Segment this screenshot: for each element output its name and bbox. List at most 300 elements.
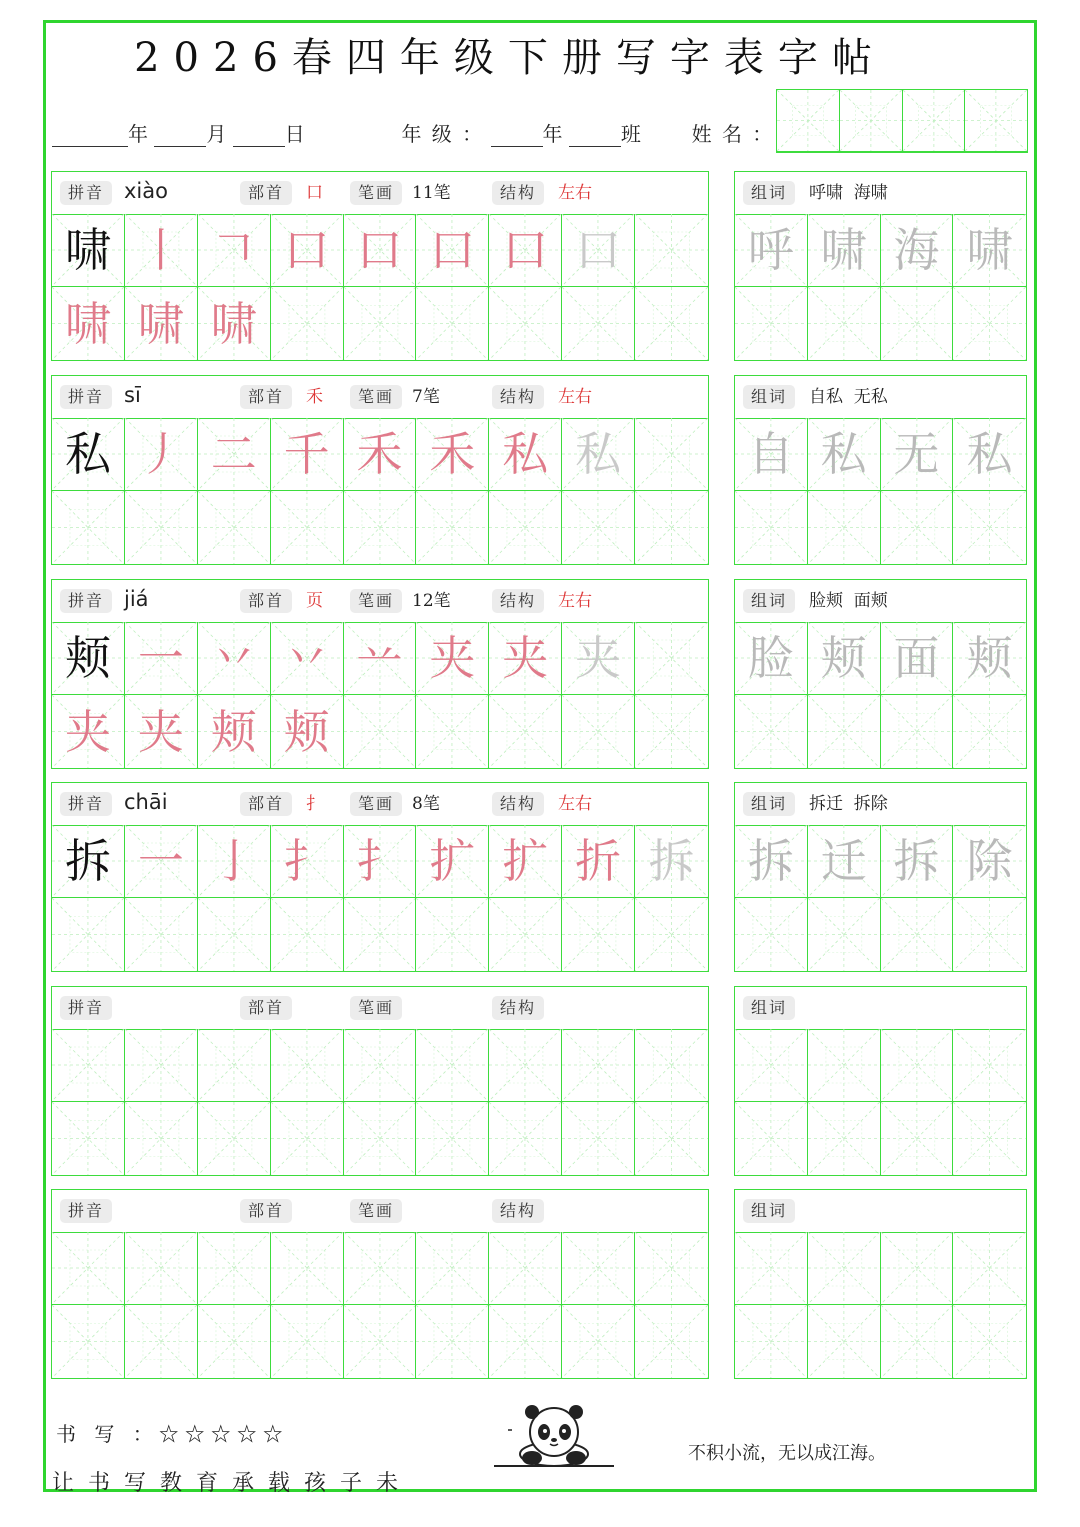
writing-cell[interactable]	[416, 1029, 489, 1102]
word-trace-character: 拆	[747, 834, 794, 888]
word-writing-cell[interactable]	[953, 491, 1026, 564]
cell-guide-lines	[271, 1102, 343, 1175]
character-info-bar	[52, 1190, 708, 1233]
writing-cell[interactable]	[344, 287, 417, 360]
writing-cell[interactable]	[344, 622, 417, 695]
cell-guide-lines	[489, 898, 561, 971]
writing-cell[interactable]	[416, 1305, 489, 1378]
word-writing-cell[interactable]	[808, 695, 881, 768]
stroke-order-step: 𠃍	[210, 223, 257, 277]
words-tag: 组词	[743, 181, 795, 205]
word-writing-cell[interactable]	[808, 1029, 881, 1102]
date-line	[52, 118, 774, 147]
word-grid	[735, 418, 1026, 564]
writing-cell[interactable]	[125, 695, 198, 768]
cell-guide-lines	[953, 1029, 1026, 1101]
writing-cell[interactable]	[52, 214, 125, 287]
writing-cell[interactable]	[635, 287, 708, 360]
strokes-tag: 笔画	[350, 589, 402, 613]
writing-cell[interactable]	[416, 1102, 489, 1175]
strokes-tag: 笔画	[350, 1199, 402, 1223]
cell-guide-lines	[344, 1029, 416, 1101]
cell-guide-lines	[198, 1029, 270, 1101]
writing-cell[interactable]	[125, 491, 198, 564]
stroke-order-step: 丷	[283, 631, 330, 685]
words-tag: 组词	[743, 1199, 795, 1223]
word-trace-character: 颊	[820, 631, 867, 685]
name-cell[interactable]	[777, 90, 840, 152]
word-writing-cell[interactable]	[953, 622, 1026, 695]
writing-cell[interactable]	[125, 1029, 198, 1102]
writing-cell[interactable]	[344, 1305, 417, 1378]
writing-cell[interactable]	[416, 622, 489, 695]
structure-tag: 结构	[492, 996, 544, 1020]
words-tag: 组词	[743, 385, 795, 409]
cell-guide-lines	[416, 287, 488, 360]
cell-guide-lines	[808, 898, 880, 971]
cell-guide-lines	[953, 1305, 1026, 1378]
cell-guide-lines	[881, 695, 953, 768]
cell-guide-lines	[125, 491, 197, 564]
words-value: 自私 无私	[809, 387, 888, 407]
word-grid	[735, 1232, 1026, 1378]
writing-cell[interactable]	[489, 1232, 562, 1305]
writing-cell[interactable]	[271, 214, 344, 287]
strokes-value: 8笔	[412, 794, 440, 814]
writing-cell[interactable]	[344, 898, 417, 971]
word-writing-cell[interactable]	[881, 214, 954, 287]
word-writing-cell[interactable]	[735, 825, 808, 898]
strokes-tag: 笔画	[350, 792, 402, 816]
word-writing-cell[interactable]	[881, 1029, 954, 1102]
word-writing-cell[interactable]	[735, 1029, 808, 1102]
writing-cell[interactable]	[198, 825, 271, 898]
stroke-order-step: 口	[502, 223, 549, 277]
cell-guide-lines	[52, 898, 124, 971]
writing-cell[interactable]	[635, 418, 708, 491]
writing-cell[interactable]	[635, 491, 708, 564]
cell-guide-lines	[416, 898, 488, 971]
writing-cell[interactable]	[125, 898, 198, 971]
writing-cell[interactable]	[562, 1029, 635, 1102]
writing-cell[interactable]	[344, 1232, 417, 1305]
writing-cell[interactable]	[344, 1102, 417, 1175]
writing-cell[interactable]	[198, 214, 271, 287]
cell-guide-lines	[125, 1102, 197, 1175]
word-writing-cell[interactable]	[808, 898, 881, 971]
writing-cell[interactable]	[562, 622, 635, 695]
pinyin-value: chāi	[124, 790, 168, 814]
word-practice-block	[734, 375, 1027, 565]
writing-cell[interactable]	[52, 1029, 125, 1102]
word-writing-cell[interactable]	[735, 214, 808, 287]
cell-guide-lines	[808, 695, 880, 768]
writing-cell[interactable]	[52, 1232, 125, 1305]
writing-cell[interactable]	[562, 214, 635, 287]
cell-guide-lines	[562, 1232, 634, 1304]
writing-cell[interactable]	[198, 1029, 271, 1102]
writing-cell[interactable]	[52, 1305, 125, 1378]
writing-cell[interactable]	[271, 1305, 344, 1378]
stroke-order-step: 千	[283, 427, 330, 481]
writing-cell[interactable]	[416, 287, 489, 360]
writing-cell[interactable]	[344, 695, 417, 768]
words-value: 脸颊 面颊	[809, 591, 888, 611]
word-writing-cell[interactable]	[881, 622, 954, 695]
page-title: 2026春四年级下册写字表字帖	[134, 35, 886, 81]
cell-guide-lines	[735, 491, 807, 564]
writing-cell[interactable]	[562, 1305, 635, 1378]
writing-cell[interactable]	[125, 1102, 198, 1175]
cell-guide-lines	[344, 1232, 416, 1304]
word-grid	[735, 825, 1026, 971]
cell-guide-lines	[735, 1102, 807, 1175]
writing-cell[interactable]	[635, 1102, 708, 1175]
writing-cell[interactable]	[344, 1029, 417, 1102]
word-writing-cell[interactable]	[953, 287, 1026, 360]
word-writing-cell[interactable]	[881, 491, 954, 564]
cell-guide-lines	[489, 491, 561, 564]
word-writing-cell[interactable]	[735, 418, 808, 491]
grade-label: 年 级 ：	[401, 122, 485, 146]
writing-cell[interactable]	[198, 1102, 271, 1175]
stroke-order-step: 口	[283, 223, 330, 277]
writing-cell[interactable]	[52, 418, 125, 491]
writing-cell[interactable]	[635, 898, 708, 971]
writing-cell[interactable]	[271, 1029, 344, 1102]
word-writing-cell[interactable]	[953, 1305, 1026, 1378]
word-grid	[735, 622, 1026, 768]
word-trace-character: 啸	[966, 223, 1013, 277]
word-writing-cell[interactable]	[808, 1102, 881, 1175]
stroke-order-step: 口	[575, 223, 622, 277]
writing-cell[interactable]	[344, 825, 417, 898]
writing-cell[interactable]	[489, 695, 562, 768]
writing-cell[interactable]	[562, 695, 635, 768]
writing-cell[interactable]	[635, 825, 708, 898]
writing-cell[interactable]	[489, 1029, 562, 1102]
word-writing-cell[interactable]	[808, 825, 881, 898]
word-trace-character: 海	[893, 223, 940, 277]
writing-cell[interactable]	[489, 418, 562, 491]
cell-guide-lines	[808, 287, 880, 360]
writing-cell[interactable]	[125, 622, 198, 695]
cell-guide-lines	[808, 491, 880, 564]
cell-guide-lines	[271, 1305, 343, 1378]
writing-cell[interactable]	[198, 1232, 271, 1305]
word-writing-cell[interactable]	[808, 287, 881, 360]
day-label: 日	[284, 122, 305, 146]
writing-cell[interactable]	[125, 825, 198, 898]
cell-guide-lines	[881, 1232, 953, 1304]
word-writing-cell[interactable]	[808, 214, 881, 287]
stroke-order-step: 扌	[356, 834, 403, 888]
name-writing-box[interactable]	[776, 89, 1028, 153]
word-trace-character: 迁	[820, 834, 867, 888]
writing-cell[interactable]	[271, 695, 344, 768]
writing-cell[interactable]	[344, 491, 417, 564]
word-writing-cell[interactable]	[881, 695, 954, 768]
name-cell[interactable]	[903, 90, 966, 152]
word-writing-cell[interactable]	[808, 418, 881, 491]
writing-cell[interactable]	[416, 418, 489, 491]
cell-guide-lines	[953, 695, 1026, 768]
words-info-bar	[735, 376, 1026, 419]
cell-guide-lines	[562, 1102, 634, 1175]
writing-cell[interactable]	[416, 695, 489, 768]
word-writing-cell[interactable]	[808, 1232, 881, 1305]
cell-guide-lines	[808, 1102, 880, 1175]
writing-cell[interactable]	[198, 418, 271, 491]
writing-cell[interactable]	[344, 418, 417, 491]
cell-guide-lines	[881, 287, 953, 360]
word-writing-cell[interactable]	[881, 1305, 954, 1378]
structure-value: 左右	[558, 387, 592, 407]
writing-cell[interactable]	[52, 695, 125, 768]
word-writing-cell[interactable]	[953, 418, 1026, 491]
words-info-bar	[735, 783, 1026, 826]
pinyin-tag: 拼音	[60, 1199, 112, 1223]
stroke-order-step: 扩	[502, 834, 549, 888]
writing-cell[interactable]	[489, 898, 562, 971]
word-writing-cell[interactable]	[953, 695, 1026, 768]
character-practice-block	[51, 1189, 709, 1379]
word-writing-cell[interactable]	[953, 214, 1026, 287]
writing-cell[interactable]	[489, 491, 562, 564]
cell-guide-lines	[953, 491, 1026, 564]
cell-guide-lines	[881, 1102, 953, 1175]
stroke-order-step: 丨	[137, 223, 184, 277]
model-character: 颊	[64, 631, 111, 685]
word-writing-cell[interactable]	[808, 1305, 881, 1378]
cell-guide-lines	[489, 1102, 561, 1175]
word-writing-cell[interactable]	[881, 418, 954, 491]
strokes-tag: 笔画	[350, 996, 402, 1020]
word-writing-cell[interactable]	[735, 622, 808, 695]
writing-cell[interactable]	[52, 1102, 125, 1175]
cell-guide-lines	[881, 1029, 953, 1101]
structure-value: 左右	[558, 794, 592, 814]
writing-cell[interactable]	[489, 214, 562, 287]
cell-guide-lines	[416, 1232, 488, 1304]
writing-cell[interactable]	[489, 825, 562, 898]
character-info-bar	[52, 987, 708, 1030]
stroke-order-step: 夹	[575, 631, 622, 685]
writing-cell[interactable]	[198, 622, 271, 695]
writing-cell[interactable]	[52, 287, 125, 360]
month-label: 月	[206, 122, 227, 146]
word-trace-character: 面	[893, 631, 940, 685]
word-writing-cell[interactable]	[735, 1305, 808, 1378]
word-writing-cell[interactable]	[881, 898, 954, 971]
writing-cell[interactable]	[52, 491, 125, 564]
word-writing-cell[interactable]	[735, 491, 808, 564]
cell-guide-lines	[125, 1305, 197, 1378]
writing-cell[interactable]	[489, 287, 562, 360]
writing-cell[interactable]	[125, 214, 198, 287]
word-writing-cell[interactable]	[881, 287, 954, 360]
writing-cell[interactable]	[562, 287, 635, 360]
stroke-order-step: 私	[575, 427, 622, 481]
writing-cell[interactable]	[635, 1232, 708, 1305]
writing-cell[interactable]	[562, 825, 635, 898]
stroke-order-step: 一	[137, 631, 184, 685]
writing-cell[interactable]	[271, 1102, 344, 1175]
word-trace-character: 除	[966, 834, 1013, 888]
cell-guide-lines	[125, 1029, 197, 1101]
radical-tag: 部首	[240, 792, 292, 816]
word-writing-cell[interactable]	[881, 1102, 954, 1175]
radical-value: 页	[306, 591, 323, 611]
word-writing-cell[interactable]	[953, 1102, 1026, 1175]
word-practice-block	[734, 171, 1027, 361]
practice-grid	[52, 825, 708, 971]
writing-cell[interactable]	[271, 491, 344, 564]
writing-cell[interactable]	[198, 695, 271, 768]
writing-cell[interactable]	[52, 825, 125, 898]
writing-cell[interactable]	[635, 622, 708, 695]
writing-cell[interactable]	[635, 1029, 708, 1102]
writing-cell[interactable]	[198, 491, 271, 564]
writing-cell[interactable]	[198, 898, 271, 971]
writing-cell[interactable]	[198, 1305, 271, 1378]
model-character: 啸	[64, 223, 111, 277]
cell-guide-lines	[198, 1102, 270, 1175]
writing-cell[interactable]	[489, 1102, 562, 1175]
cell-guide-lines	[808, 1232, 880, 1304]
writing-cell[interactable]	[271, 287, 344, 360]
grade-year-label: 年	[542, 122, 563, 146]
writing-cell[interactable]	[125, 1305, 198, 1378]
stroke-order-step: 禾	[356, 427, 403, 481]
strokes-value: 12笔	[412, 591, 451, 611]
strokes-tag: 笔画	[350, 385, 402, 409]
writing-cell[interactable]	[562, 898, 635, 971]
writing-cell[interactable]	[271, 622, 344, 695]
character-info-bar	[52, 172, 708, 215]
word-writing-cell[interactable]	[735, 1102, 808, 1175]
cell-guide-lines	[953, 1102, 1026, 1175]
word-writing-cell[interactable]	[881, 825, 954, 898]
writing-cell[interactable]	[416, 825, 489, 898]
writing-cell[interactable]	[562, 491, 635, 564]
word-writing-cell[interactable]	[735, 898, 808, 971]
writing-cell[interactable]	[489, 622, 562, 695]
stroke-order-step: 颊	[210, 704, 257, 759]
writing-cell[interactable]	[125, 418, 198, 491]
word-writing-cell[interactable]	[953, 825, 1026, 898]
writing-cell[interactable]	[271, 418, 344, 491]
words-tag: 组词	[743, 996, 795, 1020]
writing-cell[interactable]	[125, 287, 198, 360]
writing-cell[interactable]	[416, 214, 489, 287]
writing-cell[interactable]	[344, 214, 417, 287]
cell-guide-lines	[416, 491, 488, 564]
structure-value: 左右	[558, 183, 592, 203]
stroke-order-step: 口	[429, 223, 476, 277]
practice-grid	[52, 1232, 708, 1378]
writing-cell[interactable]	[635, 214, 708, 287]
word-writing-cell[interactable]	[953, 1232, 1026, 1305]
words-info-bar	[735, 1190, 1026, 1233]
name-cell[interactable]	[840, 90, 903, 152]
word-writing-cell[interactable]	[735, 1232, 808, 1305]
word-writing-cell[interactable]	[808, 622, 881, 695]
name-cell[interactable]	[965, 90, 1027, 152]
cell-guide-lines	[52, 1305, 124, 1378]
cell-guide-lines	[635, 1102, 708, 1175]
writing-cell[interactable]	[416, 898, 489, 971]
cell-guide-lines	[271, 898, 343, 971]
writing-cell[interactable]	[271, 1232, 344, 1305]
panda-illustration	[494, 1398, 614, 1470]
character-info-bar	[52, 783, 708, 826]
word-writing-cell[interactable]	[735, 695, 808, 768]
writing-cell[interactable]	[635, 1305, 708, 1378]
stroke-order-step: 丷	[210, 631, 257, 685]
word-writing-cell[interactable]	[881, 1232, 954, 1305]
writing-cell[interactable]	[416, 491, 489, 564]
writing-cell[interactable]	[562, 1102, 635, 1175]
cell-guide-lines	[125, 1232, 197, 1304]
word-writing-cell[interactable]	[953, 898, 1026, 971]
radical-value: 禾	[306, 387, 323, 407]
writing-cell[interactable]	[562, 1232, 635, 1305]
cell-guide-lines	[953, 1232, 1026, 1304]
pinyin-value: jiá	[124, 587, 149, 611]
writing-cell[interactable]	[562, 418, 635, 491]
words-info-bar	[735, 172, 1026, 215]
cell-guide-lines	[903, 90, 965, 151]
word-grid	[735, 214, 1026, 360]
word-writing-cell[interactable]	[735, 287, 808, 360]
stroke-order-step: 夹	[502, 631, 549, 685]
stroke-order-step: 夹	[64, 704, 111, 759]
writing-cell[interactable]	[489, 1305, 562, 1378]
cell-guide-lines	[635, 622, 708, 694]
word-writing-cell[interactable]	[808, 491, 881, 564]
practice-grid	[52, 418, 708, 564]
word-trace-character: 颊	[966, 631, 1013, 685]
writing-cell[interactable]	[416, 1232, 489, 1305]
writing-cell[interactable]	[635, 695, 708, 768]
character-practice-block	[51, 782, 709, 972]
writing-cell[interactable]	[52, 898, 125, 971]
writing-cell[interactable]	[198, 287, 271, 360]
stroke-order-step: 颊	[283, 704, 330, 759]
class-label: 班	[620, 122, 641, 146]
words-tag: 组词	[743, 589, 795, 613]
word-writing-cell[interactable]	[953, 1029, 1026, 1102]
character-practice-block	[51, 375, 709, 565]
word-trace-character: 呼	[747, 223, 794, 277]
writing-cell[interactable]	[271, 825, 344, 898]
structure-tag: 结构	[492, 181, 544, 205]
radical-value: 扌	[306, 794, 323, 814]
writing-cell[interactable]	[52, 622, 125, 695]
pinyin-value: sī	[124, 383, 141, 407]
writing-cell[interactable]	[125, 1232, 198, 1305]
cell-guide-lines	[635, 695, 708, 768]
radical-tag: 部首	[240, 1199, 292, 1223]
cell-guide-lines	[489, 1232, 561, 1304]
writing-cell[interactable]	[271, 898, 344, 971]
radical-tag: 部首	[240, 589, 292, 613]
stroke-order-step: 啸	[64, 296, 111, 351]
cell-guide-lines	[562, 695, 634, 768]
cell-guide-lines	[344, 695, 416, 768]
cell-guide-lines	[344, 1102, 416, 1175]
